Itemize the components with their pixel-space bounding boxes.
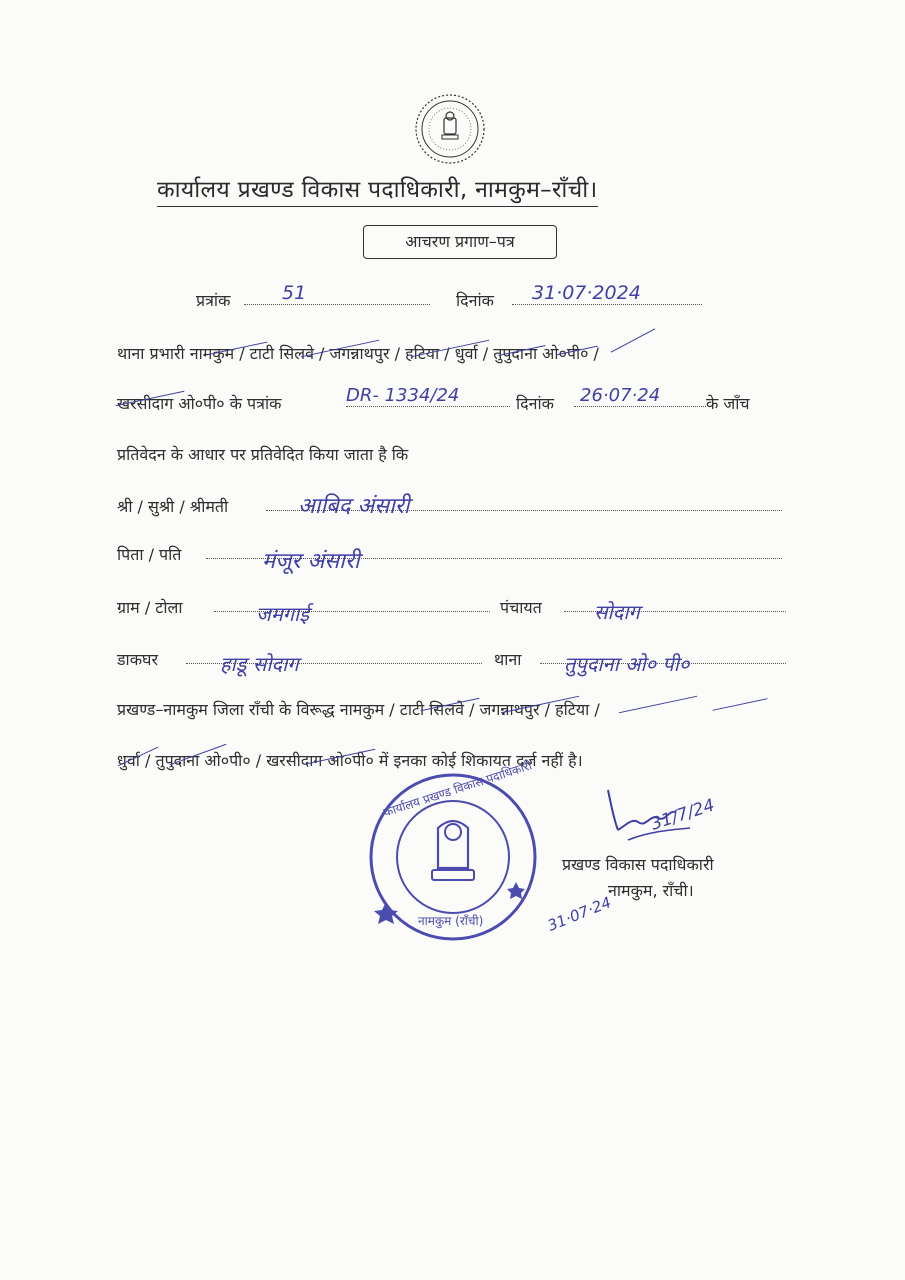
date-label: दिनांक <box>456 291 494 310</box>
stamp-bottom-text: नामकुम (राँची) <box>418 914 484 928</box>
dispatch-date: 31·07·24 <box>545 893 614 935</box>
stamp-top-text: कार्यालय प्रखण्ड विकास पदाधिकारी <box>381 758 534 820</box>
father-value: मंजूर अंसारी <box>262 549 360 574</box>
name-label: श्री / सुश्री / श्रीमती <box>117 497 229 516</box>
body-line-3: प्रतिवेदन के आधार पर प्रतिवेदित किया जाता है कि <box>117 445 409 464</box>
designation: प्रखण्ड विकास पदाधिकारी <box>562 855 714 874</box>
thana-label: थाना <box>494 650 522 669</box>
village-label: ग्राम / टोला <box>117 598 183 617</box>
letter-no-label: प्रत्रांक <box>196 291 231 310</box>
body-line-2-prefix: खरसीदाग ओ०पी० के पत्रांक <box>117 394 282 413</box>
state-emblem-seal <box>413 92 487 166</box>
thana-value: तुपुदाना ओ० पी० <box>564 652 690 676</box>
father-label: पिता / पति <box>117 545 182 564</box>
postoffice-value: हाडू सोदाग <box>220 652 299 676</box>
village-value: जमगाई <box>256 602 310 626</box>
date-value: 31·07·2024 <box>532 282 641 304</box>
postoffice-label: डाकघर <box>117 650 158 669</box>
office-place: नामकुम, राँची। <box>608 881 694 900</box>
closing-line-2: धुर्वा / तुपुदाना ओ०पी० / खरसीदाग ओ०पी० में इनका कोई शिकायत दर्ज नहीं है। <box>117 751 583 770</box>
letter-no-value: 51 <box>282 282 307 304</box>
name-value: आबिद अंसारी <box>298 494 410 519</box>
closing-line-1: प्रखण्ड–नामकुम जिला राँची के विरूद्ध नामकुम / टाटी सिलवे / जगन्नाथपुर / हटिया / <box>117 700 600 719</box>
body-line-2-suffix: के जाँच <box>706 394 750 413</box>
panchayat-label: पंचायत <box>500 598 542 617</box>
panchayat-value: सोदाग <box>594 600 640 624</box>
body-date-label: दिनांक <box>516 394 554 413</box>
office-title: कार्यालय प्रखण्ड विकास पदाधिकारी, नामकुम–राँची। <box>157 172 598 207</box>
certificate-title: आचरण प्रगाण–पत्र <box>363 225 557 259</box>
signature-date: 31/7/24 <box>648 795 718 835</box>
body-ref-value: DR- 1334/24 <box>346 385 460 406</box>
body-line-1: थाना प्रभारी नामकुम / टाटी सिलवे / जगन्नाथपुर / हटिया / धुर्वा / तुपुदाना ओ०पी० / <box>117 344 599 363</box>
body-date-value: 26·07·24 <box>580 385 661 406</box>
